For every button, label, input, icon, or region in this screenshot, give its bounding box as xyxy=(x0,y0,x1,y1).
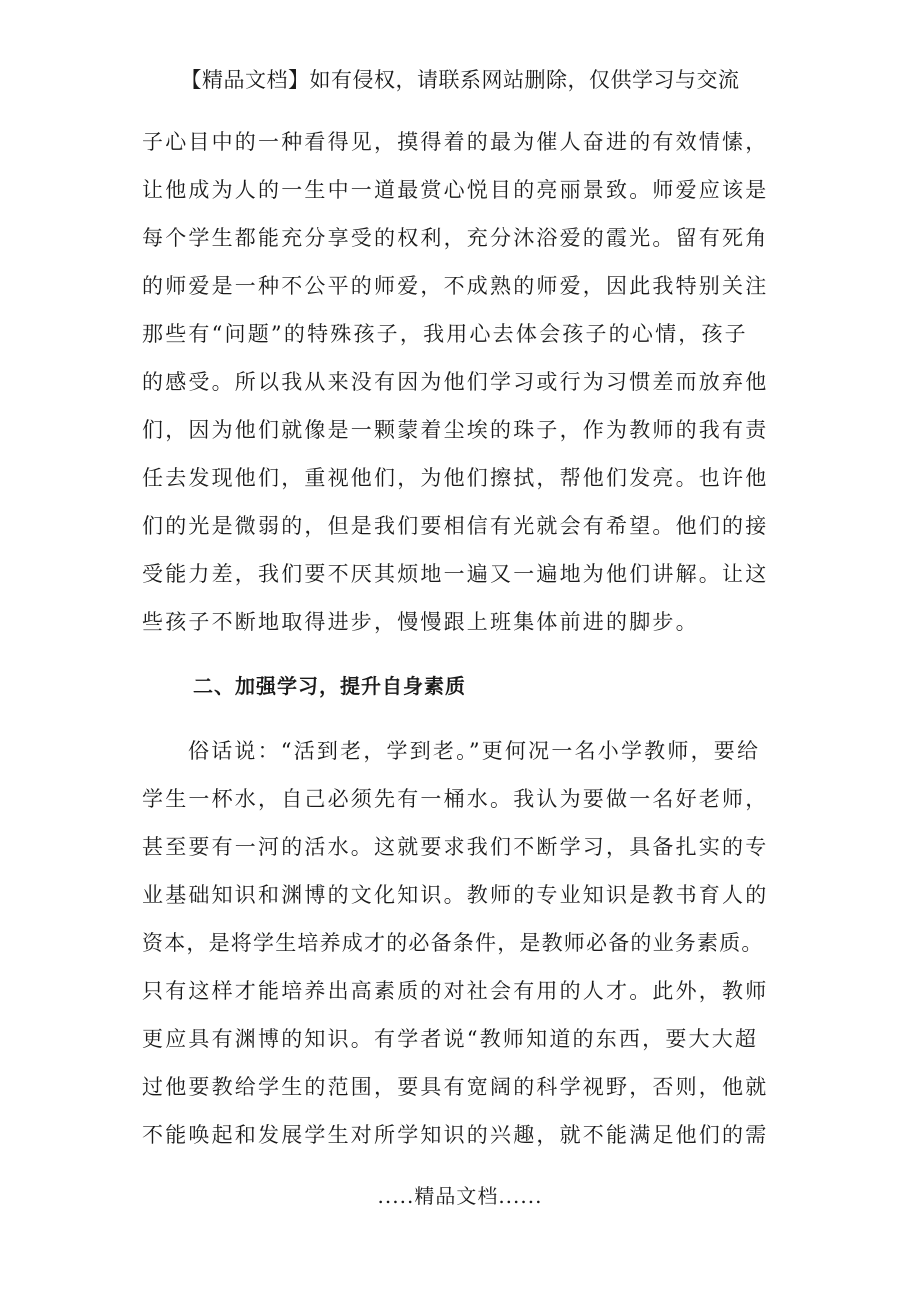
paragraph-2-line-4: 业基础知识和渊博的文化知识。教师的专业知识是教书育人的 xyxy=(142,883,769,907)
paragraph-2-line-8: 过他要教给学生的范围，要具有宽阔的科学视野，否则，他就 xyxy=(142,1075,769,1099)
paragraph-1-line-5: 那些有“问题”的特殊孩子，我用心去体会孩子的心情，孩子 xyxy=(142,322,748,346)
paragraph-2-line-6: 只有这样才能培养出高素质的对社会有用的人才。此外，教师 xyxy=(142,979,769,1003)
paragraph-1-line-7: 们，因为他们就像是一颗蒙着尘埃的珠子，作为教师的我有责 xyxy=(142,418,769,442)
paragraph-2-line-2: 学生一杯水，自己必须先有一桶水。我认为要做一名好老师， xyxy=(142,787,769,811)
page-header: 【精品文档】如有侵权，请联系网站删除，仅供学习与交流 xyxy=(180,68,740,92)
paragraph-1-line-8: 任去发现他们，重视他们，为他们擦拭，帮他们发亮。也许他 xyxy=(142,466,769,490)
paragraph-1-line-2: 让他成为人的一生中一道最赏心悦目的亮丽景致。师爱应该是 xyxy=(142,178,769,202)
paragraph-1-line-1: 子心目中的一种看得见，摸得着的最为催人奋进的有效情愫， xyxy=(142,130,769,154)
paragraph-1-line-10: 受能力差，我们要不厌其烦地一遍又一遍地为他们讲解。让这 xyxy=(142,562,769,586)
paragraph-1-line-3: 每个学生都能充分享受的权利，充分沐浴爱的霞光。留有死角 xyxy=(142,226,769,250)
page-footer: .....精品文档...... xyxy=(377,1184,543,1208)
paragraph-2-line-9: 不能唤起和发展学生对所学知识的兴趣，就不能满足他们的需 xyxy=(142,1123,769,1147)
section-heading: 二、加强学习，提升自身素质 xyxy=(193,674,466,698)
paragraph-2-line-1: 俗话说：“活到老，学到老。”更何况一名小学教师，要给 xyxy=(188,739,761,763)
paragraph-2-line-7: 更应具有渊博的知识。有学者说“教师知道的东西，要大大超 xyxy=(142,1027,759,1051)
paragraph-1-line-6: 的感受。所以我从来没有因为他们学习或行为习惯差而放弃他 xyxy=(142,370,769,394)
paragraph-1-line-11: 些孩子不断地取得进步，慢慢跟上班集体前进的脚步。 xyxy=(142,610,699,634)
paragraph-2-line-3: 甚至要有一河的活水。这就要求我们不断学习，具备扎实的专 xyxy=(142,835,769,859)
paragraph-1-line-4: 的师爱是一种不公平的师爱，不成熟的师爱，因此我特别关注 xyxy=(142,274,769,298)
paragraph-2-line-5: 资本，是将学生培养成才的必备条件，是教师必备的业务素质。 xyxy=(142,931,764,955)
paragraph-1-line-9: 们的光是微弱的，但是我们要相信有光就会有希望。他们的接 xyxy=(142,514,769,538)
